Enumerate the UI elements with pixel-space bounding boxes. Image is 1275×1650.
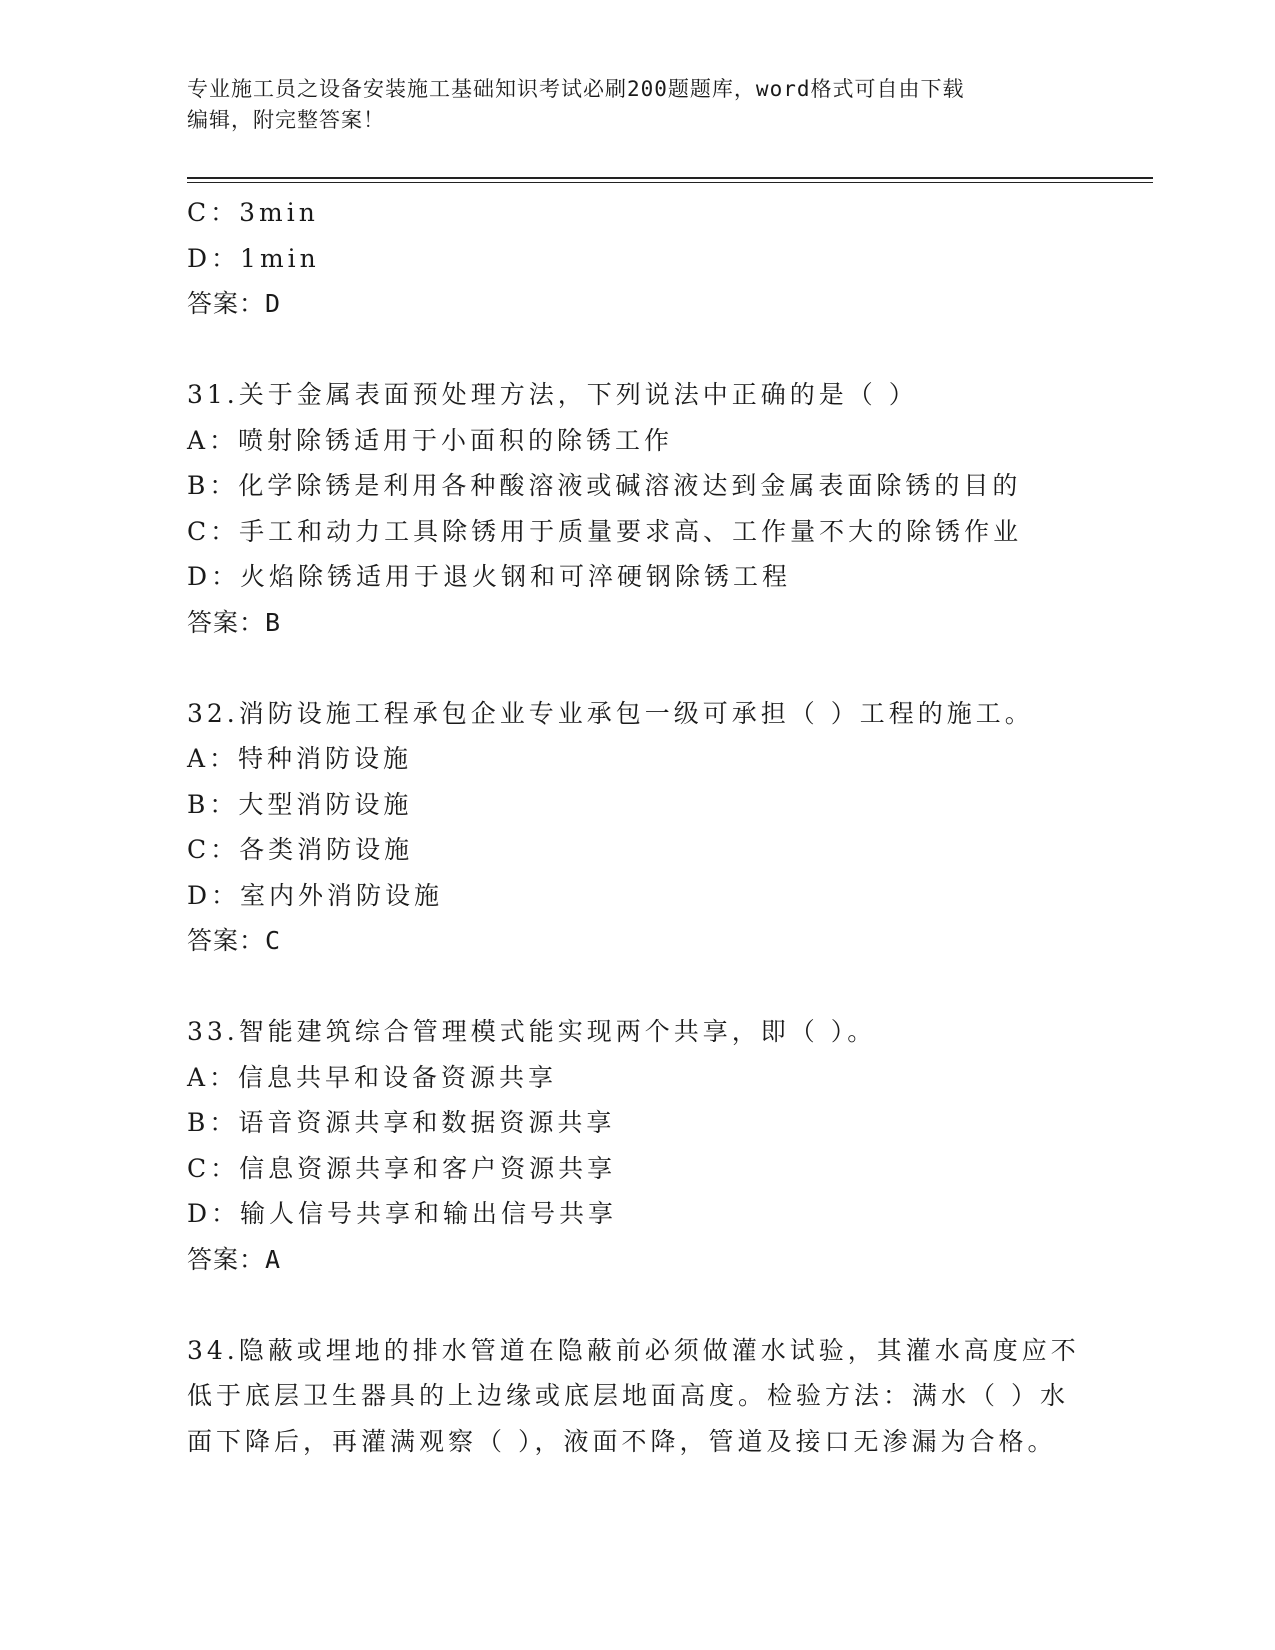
option-a: A：信息共早和设备资源共享: [187, 1062, 558, 1092]
header-line-2: 编辑，附完整答案！: [187, 108, 385, 132]
spacer: [187, 327, 1087, 373]
question-block-30: [187, 190, 1087, 327]
question-stem: 33.智能建筑综合管理模式能实现两个共享，即（ ）。: [187, 1017, 877, 1046]
question-block-34: [187, 1328, 1087, 1465]
option-c: C：手工和动力工具除锈用于质量要求高、工作量不大的除锈作业: [187, 516, 1023, 546]
answer-line: 答案：B: [187, 607, 282, 637]
option-b: B：大型消防设施: [187, 789, 413, 819]
spacer: [187, 645, 1087, 691]
spacer: [187, 964, 1087, 1010]
page-header: [187, 74, 1067, 136]
option-d: D：室内外消防设施: [187, 880, 444, 910]
question-block-33: [187, 1009, 1087, 1282]
question-block-32: [187, 691, 1087, 964]
option-d: D：输人信号共享和输出信号共享: [187, 1199, 618, 1228]
option-d: D：1min: [187, 243, 320, 273]
option-a: A：喷射除锈适用于小面积的除锈工作: [187, 425, 674, 455]
header-divider-thin: [187, 182, 1153, 183]
option-d: D：火焰除锈适用于退火钢和可淬硬钢除锈工程: [187, 562, 792, 591]
header-divider-thick: [187, 177, 1153, 179]
question-stem-line-3: 面下降后，再灌满观察（ ），液面不降，管道及接口无渗漏为合格。: [187, 1426, 1057, 1456]
option-c: C：信息资源共享和客户资源共享: [187, 1153, 617, 1183]
answer-line: 答案：C: [187, 926, 282, 955]
question-list: [187, 190, 1087, 1464]
answer-line: 答案：D: [187, 289, 282, 318]
question-stem: 32.消防设施工程承包企业专业承包一级可承担（ ）工程的施工。: [187, 698, 1034, 728]
spacer: [187, 1282, 1087, 1328]
option-b: B：化学除锈是利用各种酸溶液或碱溶液达到金属表面除锈的目的: [187, 471, 1022, 500]
option-c: C：各类消防设施: [187, 835, 414, 864]
option-a: A：特种消防设施: [187, 744, 413, 773]
question-stem-line-1: 34.隐蔽或埋地的排水管道在隐蔽前必须做灌水试验，其灌水高度应不: [187, 1335, 1080, 1365]
option-b: B：语音资源共享和数据资源共享: [187, 1108, 616, 1137]
header-line-1: 专业施工员之设备安装施工基础知识考试必刷200题题库，word格式可自由下载: [187, 77, 965, 101]
question-stem: 31.关于金属表面预处理方法，下列说法中正确的是（ ）: [187, 380, 918, 409]
question-stem-line-2: 低于底层卫生器具的上边缘或底层地面高度。检验方法：满水（ ）水: [187, 1381, 1069, 1410]
answer-line: 答案：A: [187, 1244, 282, 1274]
question-block-31: [187, 372, 1087, 645]
option-c: C：3min: [187, 198, 319, 227]
